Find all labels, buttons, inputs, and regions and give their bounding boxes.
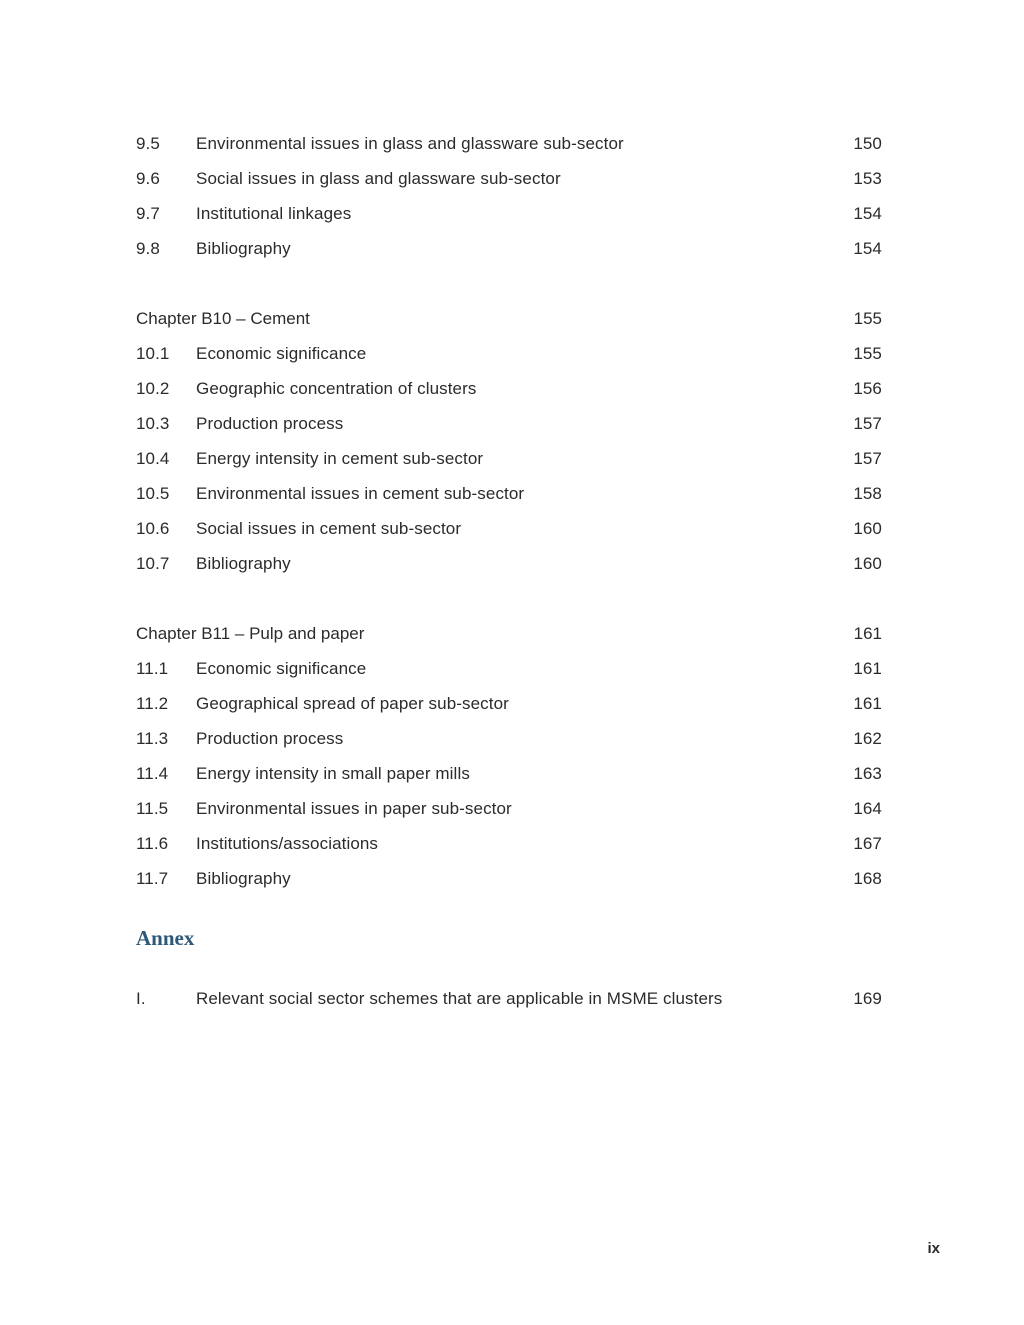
section-spacer <box>136 962 882 981</box>
toc-entry[interactable] <box>136 756 882 791</box>
section-spacer <box>136 581 882 616</box>
toc-entry[interactable] <box>136 546 882 581</box>
toc-entry[interactable] <box>136 126 882 161</box>
entry-title: Social issues in cement sub-sector <box>196 519 462 538</box>
toc-entry[interactable] <box>136 161 882 196</box>
entry-title: Institutional linkages <box>196 204 352 223</box>
toc-entry[interactable] <box>136 721 882 756</box>
chapter-heading[interactable] <box>136 301 882 336</box>
entry-title: Energy intensity in cement sub-sector <box>196 449 484 468</box>
entry-page: 154 <box>853 239 882 258</box>
entry-number: 10.6 <box>136 519 170 538</box>
entry-title: Relevant social sector schemes that are applicable in MSME clusters <box>196 989 723 1008</box>
toc-section-b11 <box>136 616 882 896</box>
entry-number: 11.4 <box>136 764 169 783</box>
entry-page: 156 <box>853 379 882 398</box>
entry-page: 164 <box>853 799 882 818</box>
chapter-heading[interactable] <box>136 616 882 651</box>
entry-number: 11.6 <box>136 834 169 853</box>
entry-title: Energy intensity in small paper mills <box>196 764 470 783</box>
entry-title: Production process <box>196 414 344 433</box>
toc-entry[interactable] <box>136 651 882 686</box>
entry-title: Geographical spread of paper sub-sector <box>196 694 509 713</box>
entry-page: 157 <box>853 414 882 433</box>
toc-entry[interactable] <box>136 791 882 826</box>
toc-entry[interactable] <box>136 861 882 896</box>
entry-title: Economic significance <box>196 344 367 363</box>
entry-title: Environmental issues in glass and glassware sub-sector <box>196 134 624 153</box>
toc-entry[interactable] <box>136 826 882 861</box>
entry-number: I. <box>136 989 146 1008</box>
entry-page: 157 <box>853 449 882 468</box>
entry-page: 168 <box>853 869 882 888</box>
entry-number: 9.7 <box>136 204 160 223</box>
entry-page: 161 <box>853 694 882 713</box>
entry-title: Institutions/associations <box>196 834 379 853</box>
toc-section-9 <box>136 126 882 266</box>
toc-entry[interactable] <box>136 196 882 231</box>
entry-title: Geographic concentration of clusters <box>196 379 477 398</box>
toc-entry[interactable] <box>136 406 882 441</box>
toc-annex <box>136 914 882 1016</box>
toc-entry[interactable] <box>136 371 882 406</box>
chapter-page: 161 <box>853 624 882 643</box>
entry-page: 155 <box>853 344 882 363</box>
entry-number: 10.3 <box>136 414 170 433</box>
entry-page: 167 <box>853 834 882 853</box>
toc-entry[interactable] <box>136 981 882 1016</box>
entry-page: 169 <box>853 989 882 1008</box>
annex-heading: Annex <box>136 926 195 950</box>
entry-number: 9.5 <box>136 134 160 153</box>
toc-entry[interactable] <box>136 686 882 721</box>
entry-number: 10.5 <box>136 484 170 503</box>
entry-title: Bibliography <box>196 869 291 888</box>
entry-page: 150 <box>853 134 882 153</box>
entry-title: Production process <box>196 729 344 748</box>
page-folio: ix <box>927 1240 940 1257</box>
entry-title: Environmental issues in cement sub-sector <box>196 484 525 503</box>
entry-number: 9.6 <box>136 169 160 188</box>
toc-section-b10 <box>136 301 882 581</box>
entry-title: Environmental issues in paper sub-sector <box>196 799 512 818</box>
entry-number: 11.5 <box>136 799 169 818</box>
entry-number: 10.2 <box>136 379 170 398</box>
entry-page: 162 <box>853 729 882 748</box>
entry-number: 11.2 <box>136 694 169 713</box>
entry-page: 154 <box>853 204 882 223</box>
toc-entry[interactable] <box>136 476 882 511</box>
entry-page: 153 <box>853 169 882 188</box>
section-spacer <box>136 266 882 301</box>
toc-entry[interactable] <box>136 441 882 476</box>
entry-title: Bibliography <box>196 554 291 573</box>
entry-number: 11.7 <box>136 869 169 888</box>
toc-entry[interactable] <box>136 231 882 266</box>
entry-page: 161 <box>853 659 882 678</box>
entry-title: Bibliography <box>196 239 291 258</box>
entry-number: 11.1 <box>136 659 169 678</box>
toc-entry[interactable] <box>136 336 882 371</box>
entry-number: 10.4 <box>136 449 170 468</box>
entry-title: Economic significance <box>196 659 367 678</box>
entry-number: 11.3 <box>136 729 169 748</box>
entry-page: 158 <box>853 484 882 503</box>
table-of-contents <box>136 126 882 1016</box>
entry-number: 10.7 <box>136 554 170 573</box>
chapter-page: 155 <box>853 309 882 328</box>
entry-page: 163 <box>853 764 882 783</box>
entry-number: 9.8 <box>136 239 160 258</box>
toc-entry[interactable] <box>136 511 882 546</box>
entry-title: Social issues in glass and glassware sub-sector <box>196 169 561 188</box>
chapter-title: Chapter B10 – Cement <box>136 309 310 328</box>
chapter-title: Chapter B11 – Pulp and paper <box>136 624 365 643</box>
entry-page: 160 <box>853 519 882 538</box>
entry-page: 160 <box>853 554 882 573</box>
entry-number: 10.1 <box>136 344 170 363</box>
